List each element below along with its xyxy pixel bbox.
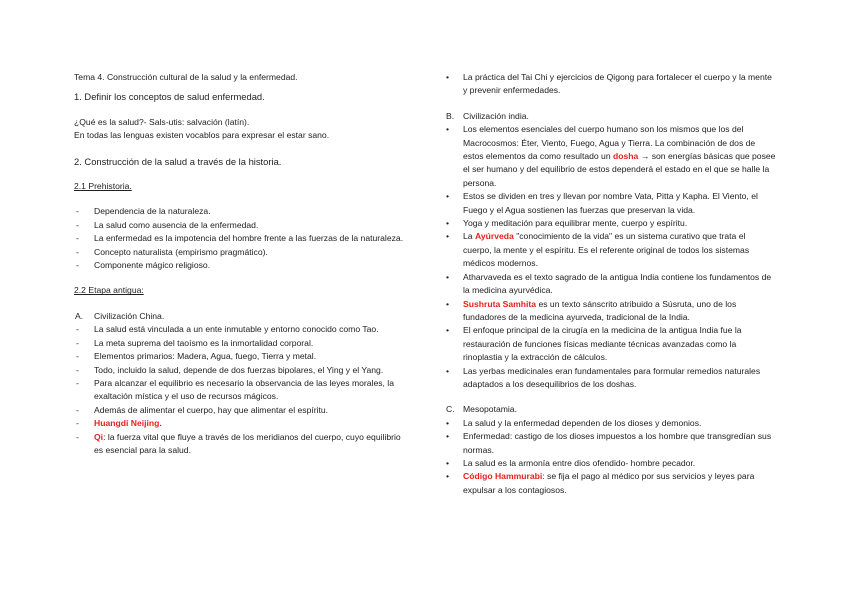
list-item: • La salud es la armonía entre dios ofendido- hombre pecador.	[446, 457, 776, 470]
list-item: - Para alcanzar el equilibrio es necesario la observancia de las leyes morales, la exaltación mística y el uso de recursos mágicos.	[76, 377, 394, 402]
bullet-marker: •	[446, 365, 450, 376]
dash-marker: -	[76, 377, 79, 388]
list-item: - Todo, incluido la salud, depende de dos fuerzas bipolares, el Ying y el Yang.	[74, 364, 409, 377]
question-line-2: En todas las lenguas existen vocablos para expresar el estar sano.	[74, 130, 330, 141]
highlight-huangdi: Huangdi Neijing.	[94, 418, 162, 429]
heading-prehistoria: 2.1 Prehistoria.	[74, 181, 132, 192]
dash-marker: -	[76, 364, 79, 375]
mesopotamia-list	[446, 417, 776, 497]
section-marker: C.	[446, 404, 455, 415]
section-india: B. Civilización india.	[446, 110, 776, 123]
list-item: - La meta suprema del taoísmo es la inmortalidad corporal.	[74, 337, 409, 350]
list-item: • Yoga y meditación para equilibrar mente, cuerpo y espíritu.	[446, 217, 776, 230]
bullet-marker: •	[446, 231, 450, 242]
list-item: - Componente mágico religioso.	[74, 259, 409, 272]
section-marker: A.	[75, 310, 84, 321]
highlight-hammurabi: Código Hammurabi	[463, 471, 543, 482]
bullet-marker: •	[446, 271, 450, 282]
bullet-marker: •	[446, 457, 450, 468]
section-china: A. Civilización China.	[74, 310, 409, 323]
bullet-marker: •	[446, 431, 450, 442]
bullet-marker: •	[446, 191, 450, 202]
list-item: - La salud está vinculada a un ente inmutable y entorno conocido como Tao.	[74, 323, 409, 336]
list-item: • La Ayúrveda "conocimiento de la vida" es un sistema curativo que trata el cuerpo, la mente y el espíritu. Es el referente original de todos los sistemas médicos modernos.	[446, 231, 750, 269]
list-item: • La salud y la enfermedad dependen de los dioses y demonios.	[446, 417, 776, 430]
list-item: - La salud como ausencia de la enfermedad.	[74, 219, 409, 232]
bullet-marker: •	[446, 124, 450, 135]
dash-marker: -	[76, 246, 79, 257]
dash-marker: -	[76, 337, 79, 348]
india-list	[446, 123, 776, 391]
bullet-marker: •	[446, 471, 450, 482]
list-item: - Elementos primarios: Madera, Agua, fuego, Tierra y metal.	[74, 350, 409, 363]
dash-marker: -	[76, 324, 79, 335]
highlight-sushruta: Sushruta Samhita	[463, 298, 537, 309]
bullet-marker: •	[446, 218, 450, 229]
list-item: - La enfermedad es la impotencia del hombre frente a las fuerzas de la naturaleza.	[74, 232, 409, 245]
question-line: ¿Qué es la salud?- Sals-utis: salvación (latín).	[74, 116, 250, 127]
highlight-ayurveda: Ayúrveda	[474, 231, 514, 242]
section-mesopotamia: C. Mesopotamia.	[446, 403, 776, 416]
dash-marker: -	[76, 206, 79, 217]
bullet-marker: •	[446, 72, 450, 82]
prehistoria-list	[74, 205, 409, 272]
list-item: • Estos se dividen en tres y llevan por nombre Vata, Pitta y Kapha. El Viento, el Fuego y el Agua sostienen las fuerzas que preservan la vida.	[446, 191, 758, 215]
section-marker: B.	[446, 110, 455, 121]
list-item	[74, 417, 409, 430]
list-item: - Dependencia de la naturaleza.	[74, 205, 409, 218]
list-item: • La práctica del Tai Chi y ejercicios de Qigong para fortalecer el cuerpo y la mente y prevenir enfermedades.	[446, 72, 772, 96]
china-list	[74, 323, 409, 457]
dash-marker: -	[76, 404, 79, 415]
list-item: • Enfermedad: castigo de los dioses impuestos a los hombre que transgredían sus normas.	[446, 431, 772, 455]
heading-definir: 1. Definir los conceptos de salud enfermedad.	[74, 91, 265, 103]
dash-marker: -	[76, 431, 79, 442]
bullet-marker: •	[446, 417, 450, 428]
list-item: - Qi: la fuerza vital que fluye a través de los meridianos del cuerpo, cuyo equilibrio es esencial para la salud.	[76, 431, 401, 455]
list-item: • Los elementos esenciales del cuerpo humano son los mismos que los del Macrocosmos: Éter, Viento, Fuego, Agua y Tierra. La combinación de dos de estos elementos da como resultado un dosha → son energías básicas que posee el ser humano y del equilibrio de estos dependerá el estado en el que se halle la persona.	[446, 124, 776, 188]
left-column	[74, 71, 409, 457]
highlight-dosha: dosha	[613, 151, 639, 162]
dash-marker: -	[76, 260, 79, 271]
dash-marker: -	[76, 418, 79, 429]
list-item: • Código Hammurabi: se fija el pago al médico por sus servicios y leyes para expulsar a los contagiosos.	[446, 471, 755, 495]
dash-marker: -	[76, 233, 79, 244]
doc-title: Tema 4. Construcción cultural de la salud y la enfermedad.	[74, 72, 298, 82]
heading-etapa-antigua: 2.2 Etapa antigua:	[74, 285, 144, 296]
right-column	[446, 71, 776, 497]
heading-construccion: 2. Construcción de la salud a través de la historia.	[74, 155, 282, 167]
list-item: - Concepto naturalista (empirismo pragmático).	[74, 246, 409, 259]
list-item: • Sushruta Samhita es un texto sánscrito atribuido a Súsruta, uno de los fundadores de la medicina ayurveda, tradicional de la India.	[446, 298, 737, 322]
list-item: • Atharvaveda es el texto sagrado de la antigua India contiene los fundamentos de la medicina ayurvédica.	[446, 271, 772, 296]
list-item: • El enfoque principal de la cirugía en la medicina de la antigua India fue la restauración de funciones físicas mediante técnicas avanzadas como la rinoplastia y la extracción de cálculos.	[446, 325, 742, 363]
bullet-marker: •	[446, 325, 450, 336]
highlight-qi: Qi	[94, 431, 104, 442]
dash-marker: -	[76, 351, 79, 362]
list-item: - Además de alimentar el cuerpo, hay que alimentar el espíritu.	[74, 404, 409, 417]
bullet-marker: •	[446, 298, 450, 309]
dash-marker: -	[76, 219, 79, 230]
list-item: • Las yerbas medicinales eran fundamentales para formular remedios naturales adaptados a los desequilibrios de los doshas.	[446, 365, 761, 389]
